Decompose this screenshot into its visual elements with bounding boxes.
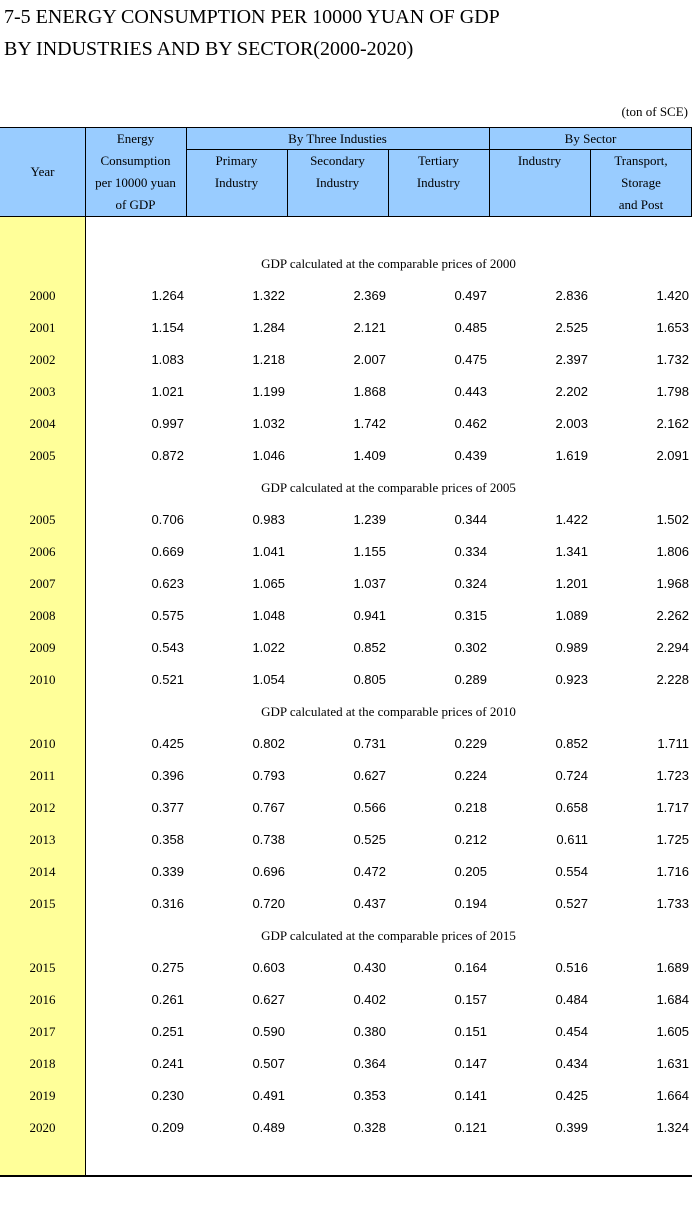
- year-cell: 2007: [29, 576, 56, 591]
- table-row: [0, 286, 692, 306]
- value-cell: 0.302: [454, 640, 487, 655]
- value-cell: 0.380: [353, 1024, 386, 1039]
- value-cell: 0.485: [454, 320, 487, 335]
- value-cell: 0.627: [353, 768, 386, 783]
- value-cell: 0.205: [454, 864, 487, 879]
- value-cell: 0.399: [555, 1120, 588, 1135]
- value-cell: 0.516: [555, 960, 588, 975]
- year-cell: 2016: [29, 992, 56, 1007]
- value-cell: 1.155: [353, 544, 386, 559]
- header-energy-line1: Energy: [116, 131, 155, 146]
- value-cell: 0.484: [555, 992, 588, 1007]
- value-cell: 0.339: [151, 864, 184, 879]
- value-cell: 1.723: [656, 768, 689, 783]
- value-cell: 0.194: [454, 896, 487, 911]
- header-industry: Industry: [517, 153, 562, 168]
- year-cell: 2006: [29, 544, 56, 559]
- value-cell: 1.065: [252, 576, 285, 591]
- value-cell: 0.489: [252, 1120, 285, 1135]
- value-cell: 0.315: [454, 608, 487, 623]
- year-cell: 2015: [29, 896, 56, 911]
- value-cell: 0.334: [454, 544, 487, 559]
- value-cell: 2.228: [656, 672, 689, 687]
- value-cell: 0.275: [151, 960, 184, 975]
- value-cell: 0.358: [151, 832, 184, 847]
- value-cell: 1.021: [151, 384, 184, 399]
- table-row: [0, 446, 692, 466]
- year-cell: 2000: [29, 288, 56, 303]
- value-cell: 0.402: [353, 992, 386, 1007]
- year-cell: 2015: [29, 960, 56, 975]
- value-cell: 0.872: [151, 448, 184, 463]
- value-cell: 1.083: [151, 352, 184, 367]
- value-cell: 0.439: [454, 448, 487, 463]
- value-cell: 0.507: [252, 1056, 285, 1071]
- value-cell: 1.037: [353, 576, 386, 591]
- value-cell: 2.007: [353, 352, 386, 367]
- value-cell: 2.121: [353, 320, 386, 335]
- header-secondary-line1: Secondary: [310, 153, 365, 168]
- year-cell: 2020: [29, 1120, 56, 1135]
- value-cell: 0.229: [454, 736, 487, 751]
- value-cell: 0.941: [353, 608, 386, 623]
- value-cell: 0.521: [151, 672, 184, 687]
- header-energy-line3: per 10000 yuan: [95, 175, 176, 190]
- value-cell: 0.212: [454, 832, 487, 847]
- rule-bottom: [0, 1175, 692, 1177]
- table-row: [0, 1086, 692, 1106]
- value-cell: 0.472: [353, 864, 386, 879]
- value-cell: 0.218: [454, 800, 487, 815]
- value-cell: 1.732: [656, 352, 689, 367]
- value-cell: 0.437: [353, 896, 386, 911]
- value-cell: 0.767: [252, 800, 285, 815]
- value-cell: 1.089: [555, 608, 588, 623]
- value-cell: 0.251: [151, 1024, 184, 1039]
- value-cell: 0.852: [555, 736, 588, 751]
- table-row: [0, 734, 692, 754]
- value-cell: 1.218: [252, 352, 285, 367]
- header-energy-line2: Consumption: [100, 153, 171, 168]
- table-row: [0, 414, 692, 434]
- value-cell: 1.868: [353, 384, 386, 399]
- value-cell: 1.716: [656, 864, 689, 879]
- header-energy: [85, 128, 186, 216]
- value-cell: 0.164: [454, 960, 487, 975]
- year-cell: 2008: [29, 608, 56, 623]
- value-cell: 0.141: [454, 1088, 487, 1103]
- header-year: Year: [30, 164, 55, 179]
- value-cell: 0.241: [151, 1056, 184, 1071]
- page-subtitle: BY INDUSTRIES AND BY SECTOR(2000-2020): [4, 38, 414, 60]
- value-cell: 2.262: [656, 608, 689, 623]
- value-cell: 1.041: [252, 544, 285, 559]
- table-row: [0, 990, 692, 1010]
- value-cell: 0.316: [151, 896, 184, 911]
- header-primary: [186, 150, 287, 194]
- value-cell: 0.151: [454, 1024, 487, 1039]
- value-cell: 0.527: [555, 896, 588, 911]
- value-cell: 1.420: [656, 288, 689, 303]
- value-cell: 2.202: [555, 384, 588, 399]
- value-cell: 0.425: [555, 1088, 588, 1103]
- rule-header-mid: [186, 149, 692, 150]
- value-cell: 2.397: [555, 352, 588, 367]
- value-cell: 0.852: [353, 640, 386, 655]
- value-cell: 0.731: [353, 736, 386, 751]
- value-cell: 1.733: [656, 896, 689, 911]
- value-cell: 1.422: [555, 512, 588, 527]
- value-cell: 1.742: [353, 416, 386, 431]
- value-cell: 1.653: [656, 320, 689, 335]
- year-cell: 2019: [29, 1088, 56, 1103]
- value-cell: 0.802: [252, 736, 285, 751]
- table-row: [0, 638, 692, 658]
- year-cell: 2012: [29, 800, 56, 815]
- value-cell: 0.669: [151, 544, 184, 559]
- rule-col-tertiary: [489, 127, 490, 216]
- value-cell: 1.689: [656, 960, 689, 975]
- table-row: [0, 862, 692, 882]
- rule-header-bottom: [0, 216, 692, 217]
- header-primary-line2: Industry: [214, 175, 259, 190]
- value-cell: 0.462: [454, 416, 487, 431]
- rule-col-energy: [186, 127, 187, 216]
- value-cell: 1.284: [252, 320, 285, 335]
- value-cell: 1.725: [656, 832, 689, 847]
- header-tertiary-line2: Industry: [416, 175, 461, 190]
- value-cell: 0.724: [555, 768, 588, 783]
- value-cell: 0.554: [555, 864, 588, 879]
- header-three-industries: By Three Industies: [288, 131, 387, 146]
- value-cell: 1.684: [656, 992, 689, 1007]
- header-energy-line4: of GDP: [115, 197, 156, 212]
- value-cell: 0.491: [252, 1088, 285, 1103]
- value-cell: 1.968: [656, 576, 689, 591]
- value-cell: 1.324: [656, 1120, 689, 1135]
- value-cell: 1.409: [353, 448, 386, 463]
- value-cell: 1.322: [252, 288, 285, 303]
- year-cell: 2005: [29, 512, 56, 527]
- table-row: [0, 350, 692, 370]
- value-cell: 0.289: [454, 672, 487, 687]
- section-title: GDP calculated at the comparable prices of 2000: [261, 256, 516, 271]
- value-cell: 0.497: [454, 288, 487, 303]
- value-cell: 0.364: [353, 1056, 386, 1071]
- header-transport-line1: Transport,: [614, 153, 668, 168]
- table-row: [0, 670, 692, 690]
- value-cell: 2.369: [353, 288, 386, 303]
- value-cell: 2.003: [555, 416, 588, 431]
- header-by-sector: By Sector: [564, 131, 617, 146]
- value-cell: 0.997: [151, 416, 184, 431]
- year-cell: 2004: [29, 416, 56, 431]
- value-cell: 1.048: [252, 608, 285, 623]
- value-cell: 0.627: [252, 992, 285, 1007]
- value-cell: 0.353: [353, 1088, 386, 1103]
- rule-top: [0, 127, 692, 128]
- header-tertiary: [388, 150, 489, 194]
- value-cell: 0.611: [556, 832, 588, 847]
- header-tertiary-line1: Tertiary: [418, 153, 459, 168]
- section-title: GDP calculated at the comparable prices of 2010: [261, 704, 516, 719]
- table-row: [0, 542, 692, 562]
- value-cell: 0.983: [252, 512, 285, 527]
- table-row: [0, 606, 692, 626]
- header-secondary: [287, 150, 388, 194]
- value-cell: 1.717: [656, 800, 689, 815]
- table-row: [0, 894, 692, 914]
- value-cell: 0.738: [252, 832, 285, 847]
- value-cell: 1.154: [151, 320, 184, 335]
- table-row: [0, 1022, 692, 1042]
- value-cell: 1.032: [252, 416, 285, 431]
- value-cell: 0.209: [151, 1120, 184, 1135]
- value-cell: 0.793: [252, 768, 285, 783]
- value-cell: 2.294: [656, 640, 689, 655]
- value-cell: 0.324: [454, 576, 487, 591]
- table-row: [0, 510, 692, 530]
- year-cell: 2018: [29, 1056, 56, 1071]
- value-cell: 1.022: [252, 640, 285, 655]
- value-cell: 0.396: [151, 768, 184, 783]
- year-cell: 2001: [29, 320, 56, 335]
- value-cell: 1.619: [555, 448, 588, 463]
- value-cell: 0.805: [353, 672, 386, 687]
- section-title: GDP calculated at the comparable prices of 2005: [261, 480, 516, 495]
- value-cell: 2.091: [656, 448, 689, 463]
- table-row: [0, 798, 692, 818]
- year-cell: 2005: [29, 448, 56, 463]
- value-cell: 2.836: [555, 288, 588, 303]
- value-cell: 0.344: [454, 512, 487, 527]
- value-cell: 0.475: [454, 352, 487, 367]
- table-row: [0, 958, 692, 978]
- value-cell: 1.798: [656, 384, 689, 399]
- value-cell: 1.046: [252, 448, 285, 463]
- header-transport-line3: and Post: [618, 197, 664, 212]
- value-cell: 2.162: [656, 416, 689, 431]
- year-cell: 2014: [29, 864, 56, 879]
- table-row: [0, 1054, 692, 1074]
- value-cell: 1.201: [555, 576, 588, 591]
- value-cell: 0.425: [151, 736, 184, 751]
- year-cell: 2013: [29, 832, 56, 847]
- value-cell: 0.434: [555, 1056, 588, 1071]
- rule-col-primary: [287, 149, 288, 216]
- header-secondary-line2: Industry: [315, 175, 360, 190]
- value-cell: 0.157: [454, 992, 487, 1007]
- value-cell: 1.711: [657, 736, 689, 751]
- table-row: [0, 766, 692, 786]
- year-cell: 2009: [29, 640, 56, 655]
- value-cell: 0.443: [454, 384, 487, 399]
- year-cell: 2010: [29, 672, 56, 687]
- year-cell: 2003: [29, 384, 56, 399]
- value-cell: 0.923: [555, 672, 588, 687]
- value-cell: 1.502: [656, 512, 689, 527]
- table-row: [0, 382, 692, 402]
- value-cell: 0.454: [555, 1024, 588, 1039]
- value-cell: 0.525: [353, 832, 386, 847]
- value-cell: 0.328: [353, 1120, 386, 1135]
- year-cell: 2017: [29, 1024, 56, 1039]
- year-cell: 2011: [29, 768, 56, 783]
- value-cell: 1.054: [252, 672, 285, 687]
- table-row: [0, 318, 692, 338]
- year-cell: 2010: [29, 736, 56, 751]
- rule-col-secondary: [388, 149, 389, 216]
- header-primary-line1: Primary: [215, 153, 258, 168]
- value-cell: 1.664: [656, 1088, 689, 1103]
- value-cell: 1.239: [353, 512, 386, 527]
- page-title: 7-5 ENERGY CONSUMPTION PER 10000 YUAN OF GDP: [4, 6, 500, 28]
- unit-note: (ton of SCE): [621, 104, 688, 119]
- value-cell: 0.377: [151, 800, 184, 815]
- value-cell: 0.590: [252, 1024, 285, 1039]
- value-cell: 0.720: [252, 896, 285, 911]
- value-cell: 0.623: [151, 576, 184, 591]
- value-cell: 0.566: [353, 800, 386, 815]
- value-cell: 0.430: [353, 960, 386, 975]
- header-transport: [590, 150, 692, 216]
- value-cell: 0.989: [555, 640, 588, 655]
- value-cell: 2.525: [555, 320, 588, 335]
- value-cell: 1.199: [252, 384, 285, 399]
- value-cell: 0.261: [151, 992, 184, 1007]
- value-cell: 1.605: [656, 1024, 689, 1039]
- rule-col-industry: [590, 149, 591, 216]
- value-cell: 0.658: [555, 800, 588, 815]
- header-transport-line2: Storage: [621, 175, 661, 190]
- value-cell: 1.631: [656, 1056, 689, 1071]
- table-row: [0, 830, 692, 850]
- value-cell: 0.224: [454, 768, 487, 783]
- value-cell: 0.603: [252, 960, 285, 975]
- value-cell: 1.264: [151, 288, 184, 303]
- value-cell: 1.806: [656, 544, 689, 559]
- value-cell: 0.696: [252, 864, 285, 879]
- year-cell: 2002: [29, 352, 56, 367]
- section-title: GDP calculated at the comparable prices of 2015: [261, 928, 516, 943]
- value-cell: 0.706: [151, 512, 184, 527]
- value-cell: 0.147: [454, 1056, 487, 1071]
- table-row: [0, 1118, 692, 1138]
- value-cell: 0.230: [151, 1088, 184, 1103]
- value-cell: 1.341: [555, 544, 588, 559]
- value-cell: 0.121: [454, 1120, 487, 1135]
- table-row: [0, 574, 692, 594]
- value-cell: 0.543: [151, 640, 184, 655]
- value-cell: 0.575: [151, 608, 184, 623]
